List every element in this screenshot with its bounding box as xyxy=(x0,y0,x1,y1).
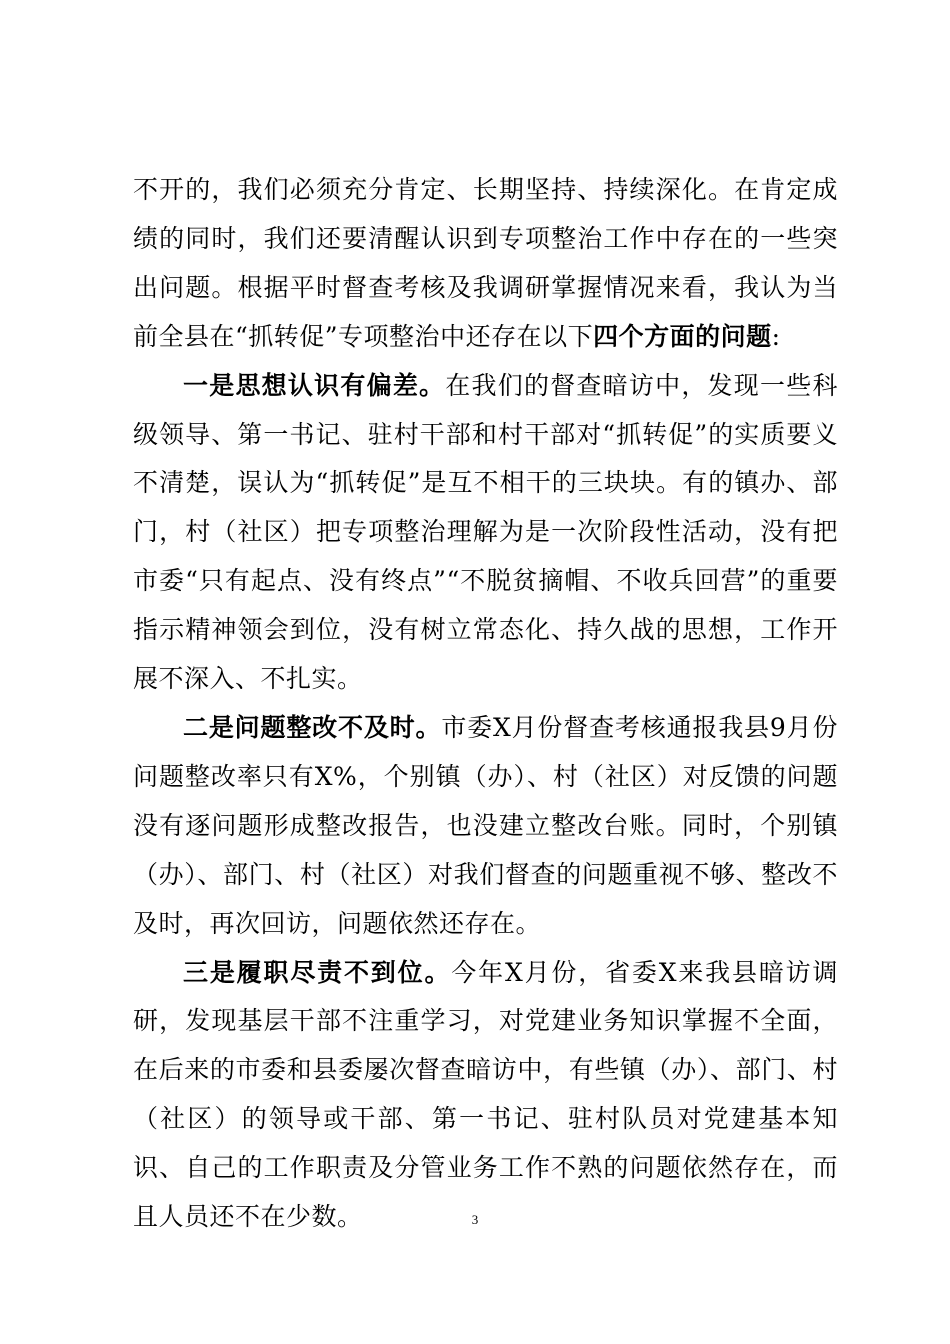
paragraph-heading: 二是问题整改不及时。 xyxy=(183,712,442,742)
paragraph-bold-phrase: 四个方面的问题 xyxy=(593,321,772,351)
paragraph-heading: 三是履职尽责不到位。 xyxy=(183,957,452,987)
paragraph-issue-two xyxy=(133,704,838,949)
page-number: 3 xyxy=(471,1212,479,1227)
document-body xyxy=(133,166,838,1242)
paragraph-heading: 一是思想认识有偏差。 xyxy=(183,370,446,400)
paragraph-tail: : xyxy=(771,321,781,351)
paragraph-issue-one xyxy=(133,362,838,704)
paragraph-text: 市委X月份督查考核通报我县9月份问题整改率只有X%，个别镇（办）、村（社区）对反馈的问题没有逐问题形成整改报告，也没建立整改台账。同时，个别镇（办）、部门、村（社区）对我们督查的问题重视不够、整改不及时，再次回访，问题依然还存在。 xyxy=(133,712,838,938)
paragraph-text: 不开的，我们必须充分肯定、长期坚持、持续深化。在肯定成绩的同时，我们还要清醒认识到专项整治工作中存在的一些突出问题。根据平时督查考核及我调研掌握情况来看，我认为当前全县在“抓转促”专项整治中还存在以下 xyxy=(133,175,838,351)
paragraph-text: 在我们的督查暗访中，发现一些科级领导、第一书记、驻村干部和村干部对“抓转促”的实质要义不清楚，误认为“抓转促”是互不相干的三块块。有的镇办、部门，村（社区）把专项整治理解为是一次阶段性活动，没有把市委“只有起点、没有终点”“不脱贫摘帽、不收兵回营”的重要指示精神领会到位，没有树立常态化、持久战的思想，工作开展不深入、不扎实。 xyxy=(133,370,838,694)
paragraph-intro-continuation xyxy=(133,166,838,362)
paragraph-issue-three xyxy=(133,949,838,1242)
paragraph-text: 今年X月份，省委X来我县暗访调研，发现基层干部不注重学习，对党建业务知识掌握不全面，在后来的市委和县委屡次督查暗访中，有些镇（办）、部门、村（社区）的领导或干部、第一书记、驻村队员对党建基本知识、自己的工作职责及分管业务工作不熟的问题依然存在，而且人员还不在少数。 xyxy=(133,957,838,1232)
